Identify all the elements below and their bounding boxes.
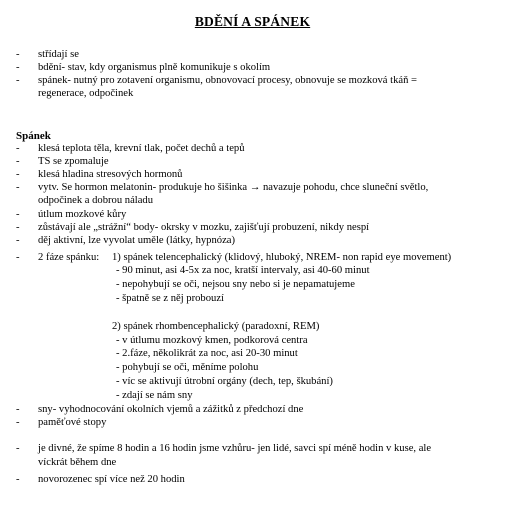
list-dash: -	[16, 222, 20, 233]
phase2-detail: - víc se aktivují útrobní orgány (dech, tep, škubání)	[116, 376, 333, 387]
phase1-detail: - nepohybují se oči, nejsou sny nebo si je nepamatujeme	[116, 279, 355, 290]
list-item: spánek- nutný pro zotavení organismu, obnovovací procesy, obnovuje se mozková tkáň =	[38, 75, 418, 86]
list-item: paměťové stopy	[38, 417, 107, 428]
list-item: děj aktivní, lze vyvolat uměle (látky, hypnóza)	[38, 235, 235, 246]
list-dash: -	[16, 404, 20, 415]
list-dash: -	[16, 252, 20, 263]
list-dash: -	[16, 182, 20, 193]
list-dash: -	[16, 209, 20, 220]
list-dash: -	[16, 156, 20, 167]
list-dash: -	[16, 443, 20, 454]
list-item: bdění- stav, kdy organismus plně komunikuje s okolím	[38, 62, 271, 73]
list-item-continuation: víckrát během dne	[38, 457, 117, 468]
list-item: klesá teplota těla, krevní tlak, počet dechů a tepů	[38, 143, 245, 154]
list-item: je divné, že spíme 8 hodin a 16 hodin jsme vzhůru- jen lidé, savci spí méně hodin v kuse, ale	[38, 443, 432, 454]
phase1-detail: - špatně se z něj probouzí	[116, 293, 224, 304]
list-item: TS se zpomaluje	[38, 156, 109, 167]
list-item: sny- vyhodnocování okolních vjemů a zážitků z předchozí dne	[38, 404, 304, 415]
phase1-title: 1) spánek telencephalický (klidový, hluboký, NREM- non rapid eye movement)	[112, 252, 452, 263]
list-dash: -	[16, 417, 20, 428]
list-dash: -	[16, 474, 20, 485]
list-item: klesá hladina stresových hormonů	[38, 169, 183, 180]
list-dash: -	[16, 49, 20, 60]
list-item: zůstávají ale „strážní“ body- okrsky v mozku, zajišťují probuzení, nikdy nespí	[38, 222, 370, 233]
phase2-detail: - v útlumu mozkový kmen, podkorová centra	[116, 335, 308, 346]
section-heading: Spánek	[16, 130, 51, 142]
phase2-detail: - pohybují se oči, měníme polohu	[116, 362, 259, 373]
list-dash: -	[16, 75, 20, 86]
list-item-continuation: odpočinek a dobrou náladu	[38, 195, 154, 206]
phase2-title: 2) spánek rhombencephalický (paradoxní, REM)	[112, 321, 320, 332]
phase2-detail: - 2.fáze, několikrát za noc, asi 20-30 minut	[116, 348, 298, 359]
list-dash: -	[16, 235, 20, 246]
phase1-detail: - 90 minut, asi 4-5x za noc, kratší intervaly, asi 40-60 minut	[116, 265, 370, 276]
phases-label: 2 fáze spánku:	[38, 252, 100, 263]
list-dash: -	[16, 169, 20, 180]
list-item: střídají se	[38, 49, 79, 60]
list-dash: -	[16, 62, 20, 73]
list-item: novorozenec spí více než 20 hodin	[38, 474, 185, 485]
list-item: vytv. Se hormon melatonin- produkuje ho šišinka → navazuje pohodu, chce sluneční světlo,	[38, 182, 429, 193]
phase2-detail: - zdají se nám sny	[116, 390, 193, 401]
list-item-continuation: regenerace, odpočinek	[38, 88, 134, 99]
list-dash: -	[16, 143, 20, 154]
list-item: útlum mozkové kůry	[38, 209, 127, 220]
page-title: BDĚNÍ A SPÁNEK	[194, 14, 311, 29]
